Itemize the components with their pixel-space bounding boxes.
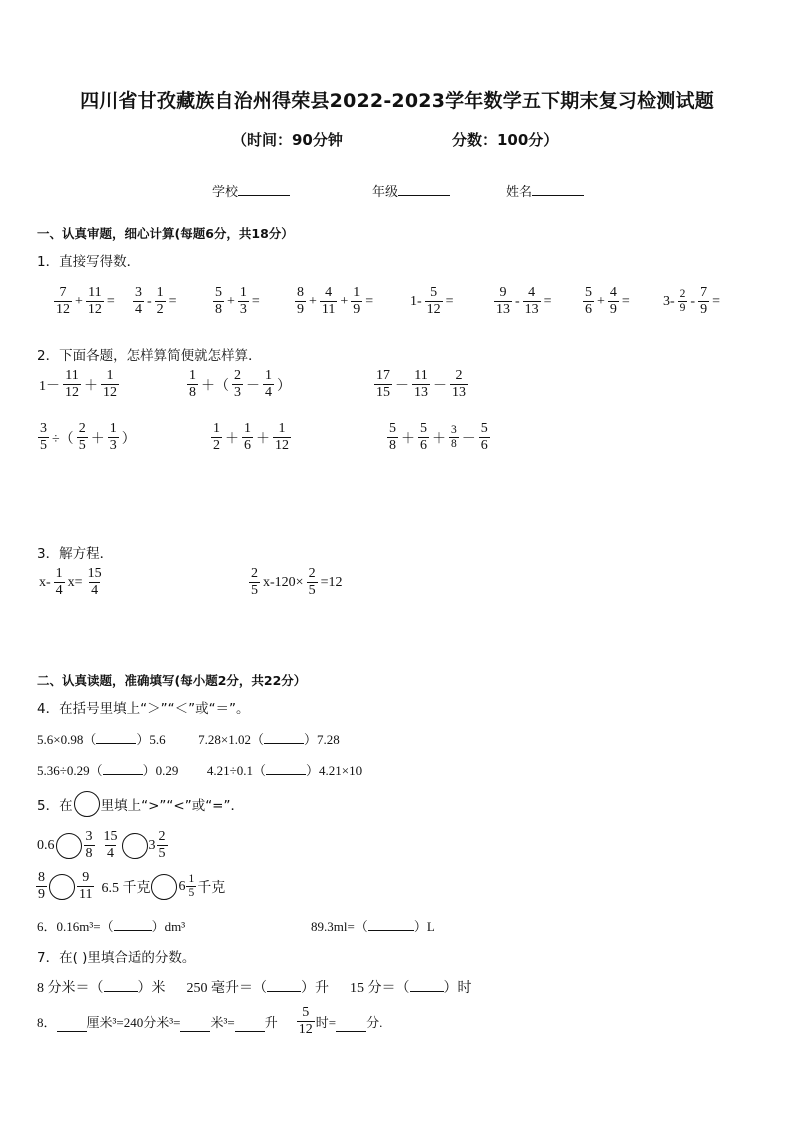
operator: － [246, 378, 260, 394]
denominator: 9 [700, 302, 708, 317]
q6-a-right: ）dm³ [151, 919, 186, 934]
denominator: 4 [265, 385, 272, 400]
grade-label: 年级 [372, 185, 399, 200]
fraction [273, 421, 291, 454]
denominator: 8 [189, 385, 196, 400]
operator: x= [67, 574, 83, 590]
school-blank[interactable] [238, 183, 290, 196]
operator: ＋ [90, 431, 105, 447]
q5-r1-b-frac: $\frac{15}{4}$ [103, 829, 118, 861]
q8-row [37, 1005, 382, 1038]
numerator: 1 [106, 368, 114, 383]
q5-row-1 [37, 829, 169, 862]
operator: ÷（ [52, 431, 74, 447]
operator: = [365, 293, 374, 309]
operator: =12 [320, 574, 343, 590]
operator: = [106, 293, 115, 309]
denominator: 4 [91, 583, 99, 598]
q5-r2-b-circle[interactable] [151, 874, 177, 900]
q3-item-2 [248, 566, 344, 599]
numerator: 7 [700, 285, 708, 300]
q5-r1-b-circle[interactable] [122, 833, 148, 859]
operator: 1- [410, 293, 422, 309]
q1-item-7 [582, 285, 632, 318]
q2-item-3 [373, 368, 469, 401]
q6-b-blank[interactable] [368, 918, 414, 931]
fraction [608, 285, 619, 318]
fraction [583, 285, 594, 318]
name-label: 姓名 [506, 185, 533, 200]
q8-text-5: 时= [315, 1015, 337, 1030]
numerator: 1 [156, 285, 164, 300]
denominator: 13 [496, 302, 510, 317]
denominator: 4 [55, 583, 63, 598]
denominator: 2 [156, 302, 164, 317]
q5-r1-b-frac2: $\frac{2}{5}$ [158, 829, 166, 861]
operator: + [340, 293, 349, 309]
numerator: 17 [376, 368, 390, 383]
operator: - [515, 293, 520, 309]
section-1-title: 一、认真审题，细心计算(每题6分，共18分） [37, 226, 294, 241]
denominator: 3 [234, 385, 241, 400]
q2-label: 2．下面各题，怎样算简便就怎样算． [37, 348, 262, 364]
q4-row-2 [37, 760, 362, 779]
q1-item-4 [294, 285, 375, 318]
numerator: 15 [87, 566, 102, 581]
denominator: 12 [87, 302, 102, 317]
numerator: 1 [55, 566, 63, 581]
fraction [351, 285, 362, 318]
q5-r2-b-int: 6 [178, 878, 186, 894]
numerator: 1 [239, 285, 247, 300]
numerator: 11 [65, 368, 79, 383]
fraction [242, 421, 253, 454]
operator: = [251, 293, 260, 309]
q4-r2-b-left: 4.21÷0.1（ [206, 763, 267, 778]
fraction [295, 285, 306, 318]
operator: － [461, 431, 476, 447]
q4-r1-b-right: ）7.28 [303, 732, 340, 747]
q7-c-left: 15 分＝（ [350, 981, 410, 996]
school-label: 学校 [212, 185, 239, 200]
fraction [54, 566, 65, 599]
numerator: 4 [528, 285, 536, 300]
q4-r1-b-left: 7.28×1.02（ [198, 732, 264, 747]
fraction [523, 285, 541, 318]
denominator: 12 [56, 302, 70, 317]
operator: 3- [663, 293, 675, 309]
fraction [494, 285, 512, 318]
q5-r2-a-frac: $\frac{8}{9}$ [38, 870, 45, 902]
fraction [418, 421, 429, 454]
q4-row-1 [37, 729, 340, 748]
q2-item-5 [210, 421, 292, 454]
operator: ＋（ [201, 378, 229, 394]
q7-b-left: 250 毫升＝（ [186, 981, 267, 996]
q3-item-1 [37, 566, 105, 599]
numerator: 2 [679, 288, 686, 300]
operator: ） [277, 378, 291, 394]
school-field[interactable] [212, 181, 290, 200]
numerator: 1 [109, 421, 117, 436]
q5-r1-b-int: 3 [148, 837, 156, 853]
numerator: 5 [480, 421, 488, 436]
operator: - [147, 293, 152, 309]
q5-r2-b-unit: 千克 [197, 880, 226, 896]
grade-blank[interactable] [398, 183, 450, 196]
q5-r1-a-num: 0.6 [37, 837, 55, 853]
q8-blank-3[interactable] [235, 1019, 265, 1032]
denominator: 12 [103, 385, 117, 400]
denominator: 5 [40, 438, 47, 453]
numerator: 2 [78, 421, 86, 436]
denominator: 12 [426, 302, 441, 317]
q5-r2-a-circle[interactable] [49, 874, 75, 900]
denominator: 5 [251, 583, 258, 598]
q7-row [37, 977, 472, 997]
numerator: 5 [420, 421, 427, 436]
denominator: 9 [297, 302, 304, 317]
q4-r2-a-left: 5.36÷0.29（ [37, 763, 103, 778]
denominator: 9 [679, 302, 686, 314]
q8-text-4: 升 [264, 1015, 278, 1030]
q5-r2-a-frac2: $\frac{9}{11}$ [79, 870, 93, 902]
numerator: 2 [251, 566, 258, 581]
operator: － [395, 378, 409, 394]
numerator: 1 [353, 285, 361, 300]
q1-label: 1．直接写得数． [37, 254, 141, 270]
numerator: 7 [59, 285, 67, 300]
numerator: 3 [40, 421, 47, 436]
q1-item-1 [53, 285, 117, 318]
q5-r2-b-text: 6.5 千克 [101, 880, 151, 896]
denominator: 6 [585, 302, 592, 317]
q7-a-blank[interactable] [104, 979, 138, 992]
numerator: 5 [389, 421, 396, 436]
q4-r1-a-left: 5.6×0.98（ [37, 732, 97, 747]
denominator: 9 [609, 302, 617, 317]
fraction [155, 285, 166, 318]
q7-label: 7．在( )里填合适的分数。 [37, 950, 196, 966]
fraction [77, 421, 88, 454]
operator: ＋ [432, 431, 446, 447]
q1-item-2 [132, 285, 179, 318]
numerator: 2 [308, 566, 316, 581]
fraction [678, 288, 688, 315]
q1-item-5 [408, 285, 456, 318]
section-2-title: 二、认真读题，准确填写(每小题2分，共22分） [37, 673, 307, 688]
numerator: 1 [189, 368, 196, 383]
numerator: 1 [244, 421, 251, 436]
operator: + [309, 293, 317, 309]
operator: - [690, 293, 696, 309]
q7-b-right: ）升 [301, 981, 329, 996]
grade-field[interactable] [372, 181, 450, 200]
q6-a-left: 6．0.16m³=（ [37, 919, 114, 934]
fraction [86, 566, 104, 599]
q6-b-left: 89.3ml=（ [311, 919, 368, 934]
fraction [187, 368, 198, 401]
q1-item-8 [661, 285, 722, 318]
operator: = [543, 293, 552, 309]
operator: = [712, 293, 720, 309]
denominator: 6 [420, 438, 427, 453]
denominator: 5 [78, 438, 86, 453]
q1-item-3 [212, 285, 262, 318]
fraction [232, 368, 243, 401]
denominator: 12 [275, 438, 289, 453]
denominator: 13 [524, 302, 539, 317]
q8-blank-4[interactable] [336, 1019, 366, 1032]
operator: ） [121, 431, 136, 447]
operator: + [75, 293, 83, 309]
numerator: 8 [297, 285, 304, 300]
fraction [101, 368, 119, 401]
operator: ＋ [401, 431, 415, 447]
denominator: 12 [65, 385, 79, 400]
q2-item-2 [186, 368, 293, 401]
fraction [86, 285, 104, 318]
q6-b-right: ）L [413, 919, 435, 934]
fraction [698, 285, 709, 318]
fraction [263, 368, 274, 401]
numerator: 9 [499, 285, 507, 300]
operator: + [597, 293, 605, 309]
q5-row-2 [35, 870, 225, 903]
fraction [450, 368, 468, 401]
fraction [374, 368, 392, 401]
fraction [108, 421, 119, 454]
exam-time: （时间：90分钟 [232, 131, 343, 149]
name-blank[interactable] [532, 183, 584, 196]
operator: = [168, 293, 177, 309]
fraction [63, 368, 81, 401]
fraction [211, 421, 222, 454]
numerator: 5 [585, 285, 592, 300]
q4-r1-a-blank[interactable] [96, 731, 136, 744]
denominator: 3 [109, 438, 117, 453]
q8-text-2: 厘米³=240分米³= [86, 1015, 181, 1030]
denominator: 13 [414, 385, 428, 400]
q5-label-pre: 5．在 [37, 798, 73, 814]
q2-item-6 [386, 421, 491, 454]
q5-r1-a-frac: $\frac{3}{8}$ [85, 829, 93, 861]
q8-text-6: 分. [366, 1015, 383, 1030]
fraction [238, 285, 249, 318]
q8-blank-1[interactable] [57, 1019, 87, 1032]
denominator: 6 [244, 438, 251, 453]
circle-icon [74, 791, 100, 817]
numerator: 3 [135, 285, 142, 300]
operator: x-120× [263, 574, 304, 590]
q5-r2-b-frac: $\frac{1}{5}$ [188, 873, 195, 899]
denominator: 4 [135, 302, 142, 317]
q5-label [37, 791, 244, 817]
numerator: 4 [609, 285, 617, 300]
fraction [320, 285, 337, 318]
numerator: 4 [325, 285, 333, 300]
denominator: 15 [376, 385, 390, 400]
denominator: 9 [353, 302, 361, 317]
operator: 1－ [39, 378, 60, 394]
numerator: 5 [215, 285, 222, 300]
denominator: 13 [452, 385, 466, 400]
operator: + [227, 293, 235, 309]
denominator: 8 [451, 438, 457, 450]
q7-b-blank[interactable] [267, 979, 301, 992]
denominator: 8 [389, 438, 396, 453]
fraction [133, 285, 144, 318]
numerator: 1 [278, 421, 286, 436]
numerator: 2 [455, 368, 463, 383]
fraction [479, 421, 490, 454]
numerator: 1 [265, 368, 272, 383]
q4-r2-b-right: ）4.21×10 [306, 763, 363, 778]
numerator: 1 [213, 421, 220, 436]
q6-row-b [311, 916, 435, 935]
numerator: 11 [414, 368, 428, 383]
denominator: 3 [239, 302, 247, 317]
numerator: 3 [451, 424, 457, 436]
fraction [54, 285, 72, 318]
fraction [387, 421, 398, 454]
q7-c-right: ）时 [443, 981, 472, 996]
fraction [412, 368, 430, 401]
denominator: 8 [215, 302, 222, 317]
operator: = [621, 293, 630, 309]
denominator: 6 [480, 438, 488, 453]
operator: ＋ [84, 378, 98, 394]
q6-a-blank[interactable] [114, 918, 152, 931]
q3-label: 3．解方程． [37, 546, 114, 562]
name-field[interactable] [506, 181, 584, 200]
page-title: 四川省甘孜藏族自治州得荣县2022-2023学年数学五下期末复习检测试题 [80, 90, 714, 112]
q5-r1-a-circle[interactable] [56, 833, 82, 859]
operator: = [445, 293, 454, 309]
q2-item-1 [37, 368, 120, 401]
q4-r2-b-blank[interactable] [266, 762, 306, 775]
numerator: 2 [234, 368, 241, 383]
denominator: 2 [213, 438, 220, 453]
denominator: 11 [321, 302, 336, 317]
q6-row [37, 916, 185, 935]
q8-text-3: 米³= [210, 1015, 235, 1030]
operator: x- [39, 574, 51, 590]
operator: ＋ [225, 431, 239, 447]
q1-item-6 [493, 285, 554, 318]
q4-r1-a-right: ）5.6 [136, 732, 166, 747]
q7-a-right: ）米 [137, 981, 166, 996]
fraction [307, 566, 318, 599]
q7-a-left: 8 分米＝（ [37, 981, 104, 996]
q4-r2-a-right: ）0.29 [142, 763, 179, 778]
q4-label: 4．在括号里填上“＞”“＜”或“＝”。 [37, 701, 250, 717]
q8-blank-2[interactable] [180, 1019, 210, 1032]
numerator: 11 [88, 285, 102, 300]
exam-score: 分数：100分） [452, 131, 559, 149]
fraction [425, 285, 443, 318]
numerator: 5 [430, 285, 438, 300]
q4-r2-a-blank[interactable] [103, 762, 143, 775]
operator: ＋ [256, 431, 270, 447]
fraction [249, 566, 260, 599]
q8-label: 8． [37, 1015, 57, 1030]
operator: － [433, 378, 447, 394]
fraction [213, 285, 224, 318]
fraction [38, 421, 49, 454]
q4-r1-b-blank[interactable] [264, 731, 304, 744]
q5-label-post: 里填上“>”“<”或“=”． [100, 798, 244, 814]
denominator: 5 [308, 583, 316, 598]
q8-frac: $\frac{5}{12}$ [298, 1005, 313, 1037]
fraction [449, 424, 459, 451]
q2-item-4 [37, 421, 138, 454]
q7-c-blank[interactable] [410, 979, 444, 992]
